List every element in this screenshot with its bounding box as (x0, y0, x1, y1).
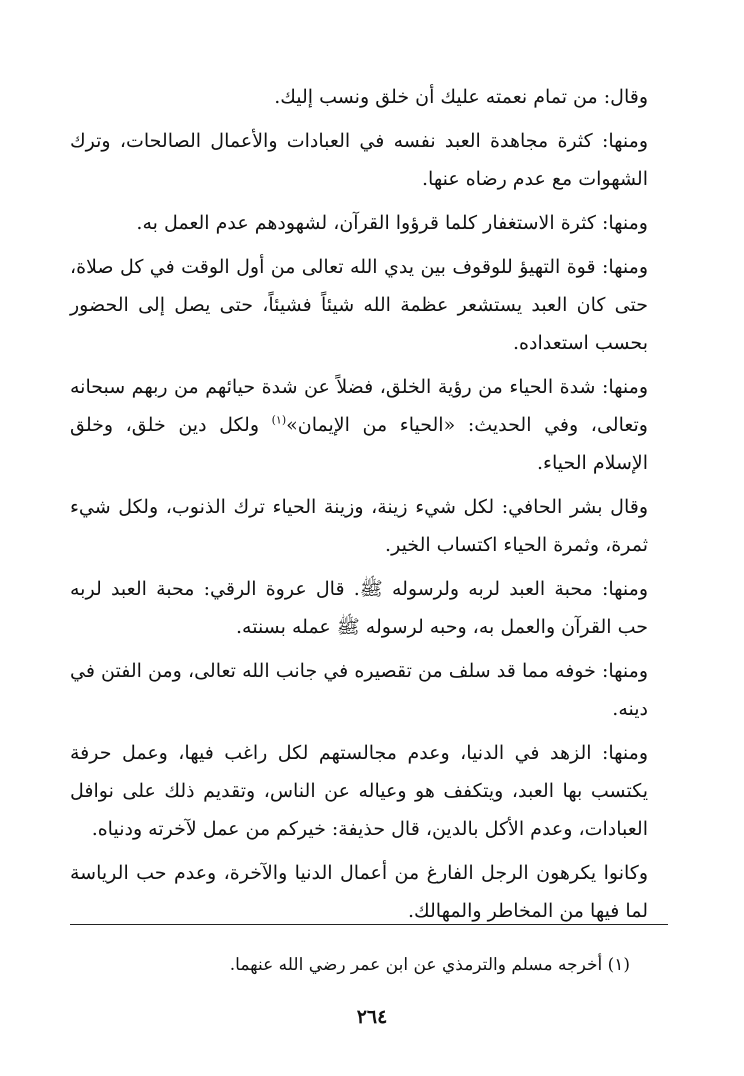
paragraph-4: ومنها: قوة التهيؤ للوقوف بين يدي الله تعالى من أول الوقت في كل صلاة، حتى كان العبد يستشعر عظمة الله شيئاً فشيئاً، حتى يصل إلى الحضور بحسب استعداده. (70, 256, 648, 354)
paragraph-3: ومنها: كثرة الاستغفار كلما قرؤوا القرآن، لشهودهم عدم العمل به. (136, 212, 648, 234)
footnote-ref[interactable]: (١) (271, 413, 287, 427)
paragraph-7: ومنها: محبة العبد لربه ولرسوله ﷺ. قال عروة الرقي: محبة العبد لربه حب القرآن والعمل به، وحبه لرسوله ﷺ عمله بسنته. (70, 578, 648, 638)
paragraph-8: ومنها: خوفه مما قد سلف من تقصيره في جانب الله تعالى، ومن الفتن في دينه. (70, 660, 648, 720)
paragraph-9: ومنها: الزهد في الدنيا، وعدم مجالستهم لكل راغب فيها، وعمل حرفة يكتسب بها العبد، ويتكفف هو وعياله عن الناس، وتقديم ذلك على نوافل العبادات، وعدم الأكل بالدين، قال حذيفة: خيركم من عمل لآخرته ودنياه. (70, 742, 648, 840)
paragraph-5-text: ومنها: شدة الحياء من رؤية الخلق، فضلاً عن شدة حيائهم من ربهم سبحانه وتعالى، وفي الحديث: «الحياء من الإيمان» (70, 376, 648, 436)
footnote: (١) أخرجه مسلم والترمذي عن ابن عمر رضي الله عنهما. (229, 955, 630, 975)
paragraph-6: وقال بشر الحافي: لكل شيء زينة، وزينة الحياء ترك الذنوب، ولكل شيء ثمرة، وثمرة الحياء اكتساب الخير. (70, 496, 648, 556)
paragraph-5 (70, 368, 670, 482)
paragraph-5-tail: ولكل دين خلق، وخلق الإسلام الحياء. (70, 414, 648, 474)
paragraph-2: ومنها: كثرة مجاهدة العبد نفسه في العبادات والأعمال الصالحات، وترك الشهوات مع عدم رضاه عنها. (70, 130, 648, 190)
paragraph-10: وكانوا يكرهون الرجل الفارغ من أعمال الدنيا والآخرة، وعدم حب الرياسة لما فيها من المخاطر والمهالك. (70, 862, 648, 922)
page-body (70, 78, 670, 936)
page-number: ٢٦٤ (356, 1006, 388, 1028)
paragraph-1: وقال: من تمام نعمته عليك أن خلق ونسب إليك. (274, 86, 648, 108)
footnote-divider (70, 924, 668, 925)
